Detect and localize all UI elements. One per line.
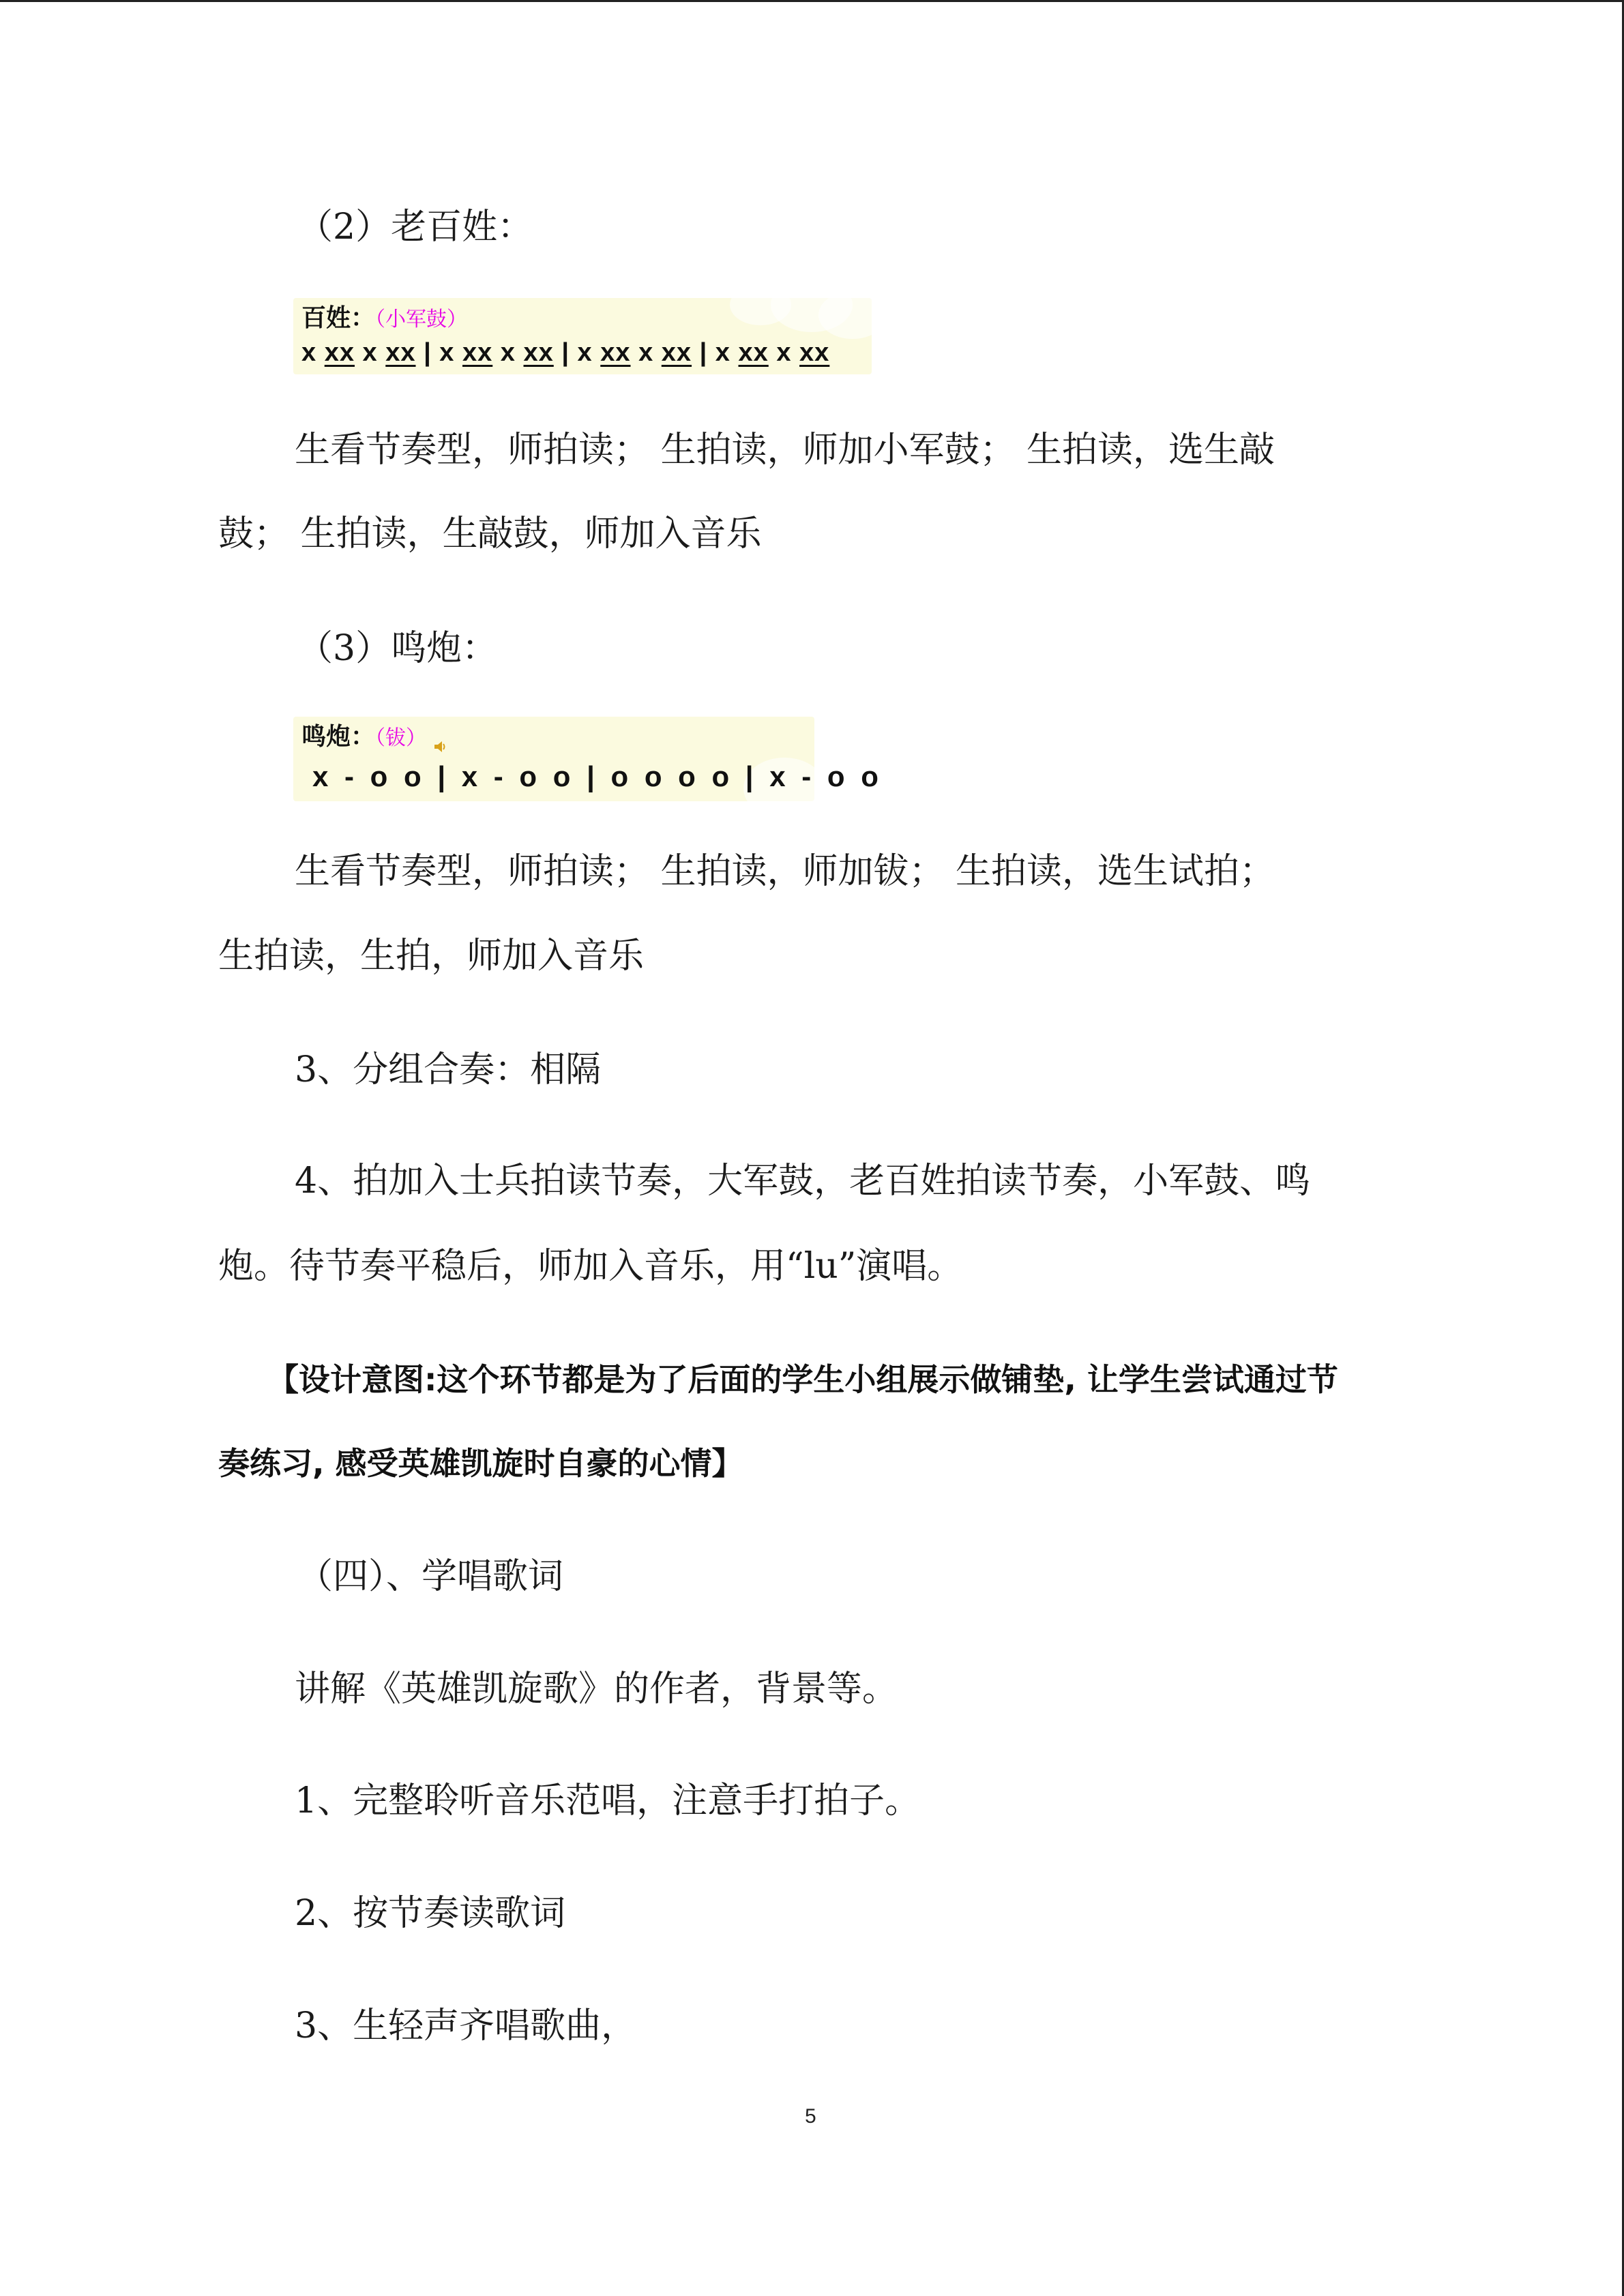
rhythm-notes: x - o o | x - o o | o o o o | x - o o — [312, 760, 883, 792]
part-4-item-3: 3、生轻声齐唱歌曲， — [295, 2006, 637, 2046]
section-heading-cannon: （3）鸣炮： — [297, 628, 498, 669]
part-4-item-1: 1、完整聆听音乐范唱，注意手打拍子。 — [295, 1780, 921, 1821]
rhythm-title: 鸣炮：（钹） — [301, 721, 447, 755]
steps-common-people-line2: 鼓； 生拍读，生敲鼓，师加入音乐 — [218, 513, 762, 554]
design-intent-line2: 奏练习, 感受英雄凯旋时自豪的心情】 — [218, 1445, 743, 1482]
rhythm-box-cannon — [293, 717, 883, 801]
item-4-line2: 炮。待节奏平稳后，师加入音乐，用“lu”演唱。 — [218, 1246, 963, 1287]
steps-cannon-line1: 生看节奏型，师拍读； 生拍读，师加钹； 生拍读，选生试拍； — [295, 851, 1275, 892]
rhythm-notes: x xx x xx | x xx x xx | x xx x xx | x xx x xx — [301, 338, 830, 367]
instrument-label: （小军鼓） — [375, 308, 468, 331]
section-heading-common-people: （2）老百姓： — [297, 207, 533, 248]
rhythm-title: 百姓：（小军鼓） — [301, 304, 468, 332]
instrument-label: （钹） — [375, 726, 427, 750]
design-intent-line1: 【设计意图:这个环节都是为了后面的学生小组展示做铺垫, 让学生尝试通过节 — [267, 1361, 1338, 1398]
page-number: 5 — [805, 2105, 816, 2128]
part-4-item-2: 2、按节奏读歌词 — [295, 1893, 566, 1934]
part-4-intro: 讲解《英雄凯旋歌》的作者，背景等。 — [295, 1669, 898, 1710]
item-3-group-ensemble: 3、分组合奏：相隔 — [295, 1049, 602, 1090]
part-4-heading: （四）、学唱歌词 — [297, 1556, 564, 1597]
rhythm-box-common-people — [293, 298, 872, 374]
item-4-line1: 4、拍加入士兵拍读节奏，大军鼓，老百姓拍读节奏，小军鼓、鸣 — [295, 1161, 1311, 1202]
steps-common-people-line1: 生看节奏型，师拍读； 生拍读，师加小军鼓； 生拍读，选生敲 — [295, 430, 1275, 471]
speaker-icon — [433, 730, 447, 745]
steps-cannon-line2: 生拍读，生拍，师加入音乐 — [218, 936, 645, 976]
